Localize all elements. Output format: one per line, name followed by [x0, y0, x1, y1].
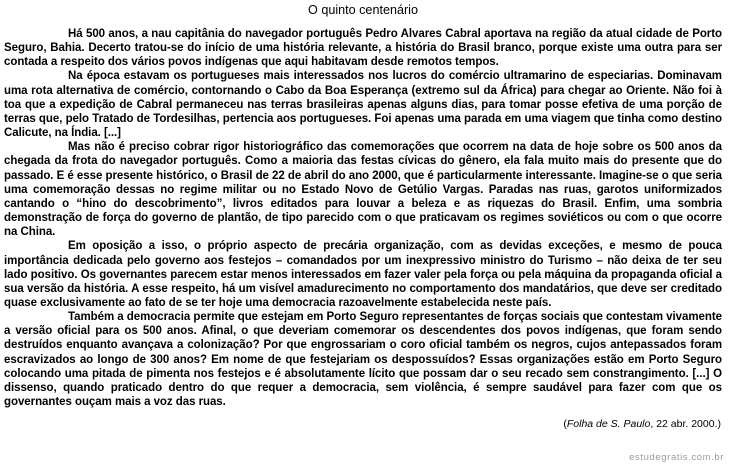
- source-citation: [4, 417, 722, 431]
- source-date: , 22 abr. 2000.): [650, 418, 721, 431]
- paragraph-5: Também a democracia permite que estejam em Porto Seguro representantes de forças sociais que contestam vivamente a versão oficial para os 500 anos. Afinal, o que deveriam comemorar os descendentes dos povos indígenas, que foram sendo destruídos enquanto avançava a colonização? Por que engrossariam o coro oficial também os negros, cujos antepassados foram escravizados ao longo de 300 anos? Em nome de que festejariam os despossuídos? Essas organizações estão em Porto Seguro colocando uma pitada de pimenta nos festejos e é absolutamente lícito que possam dar o seu recado sem constrangimento. [...] O dissenso, quando praticado dentro do que requer a democracia, sem violência, é sempre saudável para fazer com que os governantes ouçam mais a voz das ruas.: [4, 311, 722, 409]
- article: [4, 0, 722, 431]
- watermark: estudegratis.com.br: [629, 452, 724, 463]
- paragraph-3: Mas não é preciso cobrar rigor historiográfico das comemorações que ocorrem na data de hoje sobre os 500 anos da chegada da frota do navegador português. Como a maioria das festas cívicas do gênero, ela fala muito mais do presente que do passado. E é esse presente histórico, o Brasil de 22 de abril do ano 2000, que é particularmente interessante. Imagine-se o que seria uma comemoração dessas no regime militar ou no Estado Novo de Getúlio Vargas. Paradas nas ruas, garotos uniformizados cantando o “hino do descobrimento”, livros editados para louvar a beleza e as riquezas do Brasil. Enfim, uma sombria demonstração de força do governo de plantão, de tipo parecido com o que praticavam os regimes soviéticos ou com o que ocorre na China.: [4, 141, 722, 239]
- source-open: (: [563, 418, 567, 431]
- source-publication: Folha de S. Paulo: [566, 418, 651, 431]
- paragraph-1: Há 500 anos, a nau capitânia do navegador português Pedro Alvares Cabral aportava na região da atual cidade de Porto Seguro, Bahia. Decerto tratou-se do início de uma história relevante, a história do Brasil branco, porque existe uma outra para ser contada a respeito dos vários povos indígenas que aqui habitavam desde remotos tempos.: [4, 28, 722, 69]
- article-title: O quinto centenário: [308, 3, 418, 17]
- paragraph-4: Em oposição a isso, o próprio aspecto de precária organização, com as devidas exceções, e mesmo de pouca importância dedicada pelo governo aos festejos – comandados por um inexpressivo ministro do Turismo – não deixa de ter seu lado positivo. Os governantes parecem estar menos interessados em fazer valer pela força ou pela máquina da propaganda oficial a sua versão da história. A esse respeito, há um visível amadurecimento no comportamento dos mandatários, que deve ser creditado quase exclusivamente ao fato de se ter hoje uma democracia razoavelmente estabelecida neste país.: [4, 240, 722, 309]
- paragraph-2: Na época estavam os portugueses mais interessados nos lucros do comércio ultramarino de especiarias. Dominavam uma rota alternativa de comércio, contornando o Cabo da Boa Esperança (extremo sul da África) para chegar ao Oriente. Não foi à toa que a expedição de Cabral permaneceu nas terras brasileiras apenas alguns dias, para tomar posse efetiva de uma porção de terras que, pelo Tratado de Tordesilhas, pertencia aos portugueses. Foi apenas uma parada em uma viagem que tinha como destino Calicute, na Índia. [...]: [4, 70, 722, 140]
